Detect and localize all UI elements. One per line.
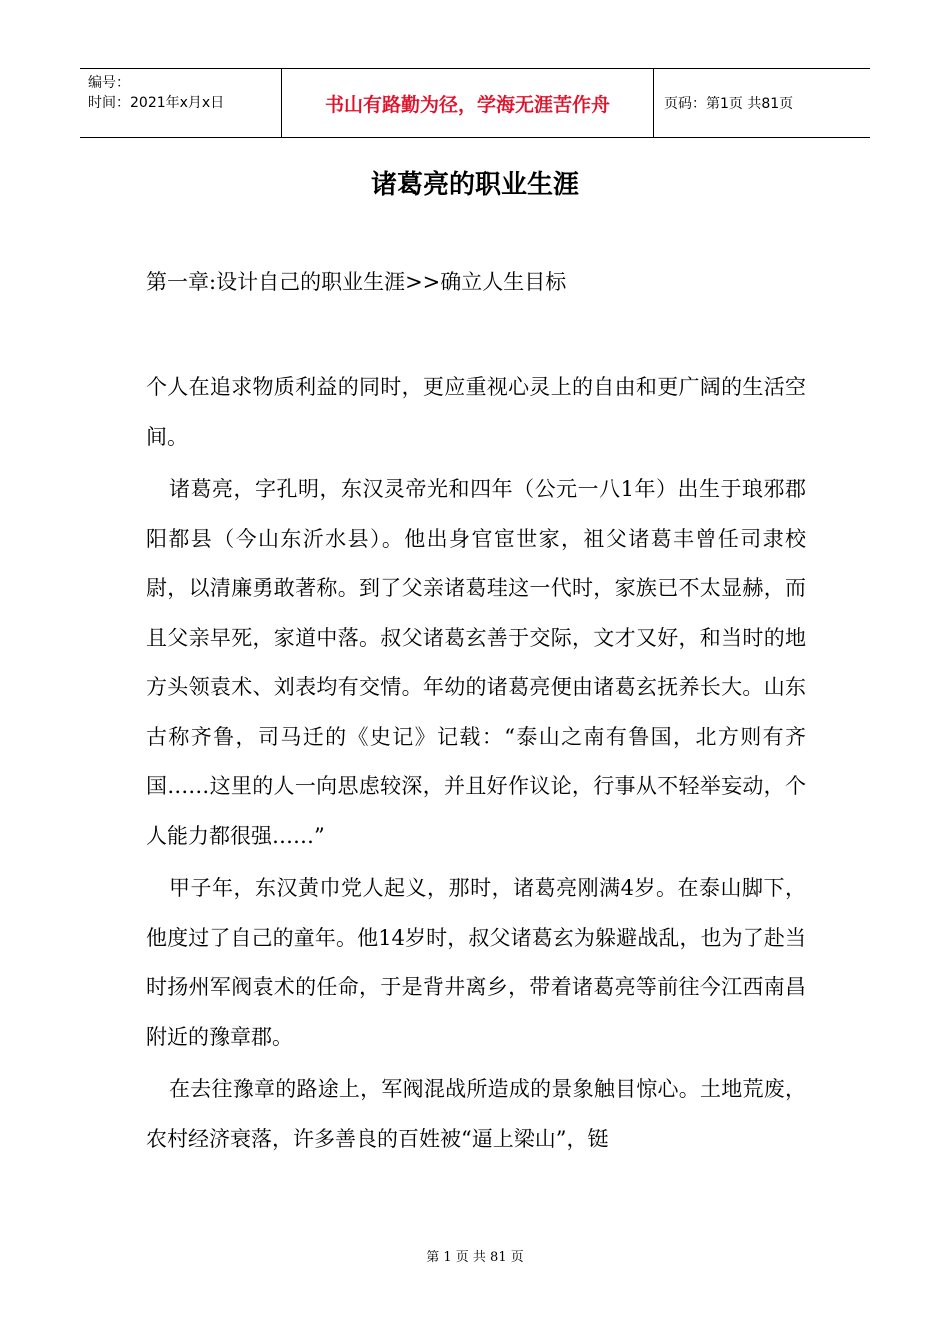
paragraph: 个人在追求物质利益的同时，更应重视心灵上的自由和更广阔的生活空间。: [146, 375, 806, 449]
paragraph: 甲子年，东汉黄巾党人起义，那时，诸葛亮刚满4岁。在泰山脚下，他度过了自己的童年。他14岁时，叔父诸葛玄为躲避战乱，也为了赴当时扬州军阀袁术的任命，于是背井离乡，带着诸葛亮等前往今江西南昌附近的豫章郡。: [146, 876, 806, 1049]
paragraph: 诸葛亮，字孔明，东汉灵帝光和四年（公元一八1年）出生于琅邪郡阳都县（今山东沂水县）。他出身官宦世家，祖父诸葛丰曾任司隶校尉，以清廉勇敢著称。到了父亲诸葛珪这一代时，家族已不太显赫，而且父亲早死，家道中落。叔父诸葛玄善于交际，文才又好，和当时的地方头领袁术、刘表均有交情。年幼的诸葛亮便由诸葛玄抚养长大。山东古称齐鲁，司马迁的《史记》记载：“泰山之南有鲁国，北方则有齐国……这里的人一向思虑较深，并且好作议论，行事从不轻举妄动，个人能力都很强……”: [146, 477, 806, 848]
header-page-info: 页码：第1页 共81页: [664, 96, 794, 112]
chapter-heading: 第一章:设计自己的职业生涯>>确立人生目标: [146, 270, 567, 294]
document-title: 诸葛亮的职业生涯: [370, 170, 579, 200]
header-motto: 书山有路勤为径，学海无涯苦作舟: [282, 69, 654, 137]
header-meta: [80, 69, 282, 137]
number-label: 编号：: [88, 75, 130, 91]
document-body: [146, 363, 806, 1167]
paragraph: 在去往豫章的路途上，军阀混战所造成的景象触目惊心。土地荒废，农村经济衰落，许多善良的百姓被“逼上梁山”，铤: [146, 1077, 806, 1151]
page-footer: 第 1 页 共 81 页: [426, 1250, 524, 1265]
date-label: 时间：2021年x月x日: [88, 95, 225, 111]
page-header: [80, 68, 870, 138]
